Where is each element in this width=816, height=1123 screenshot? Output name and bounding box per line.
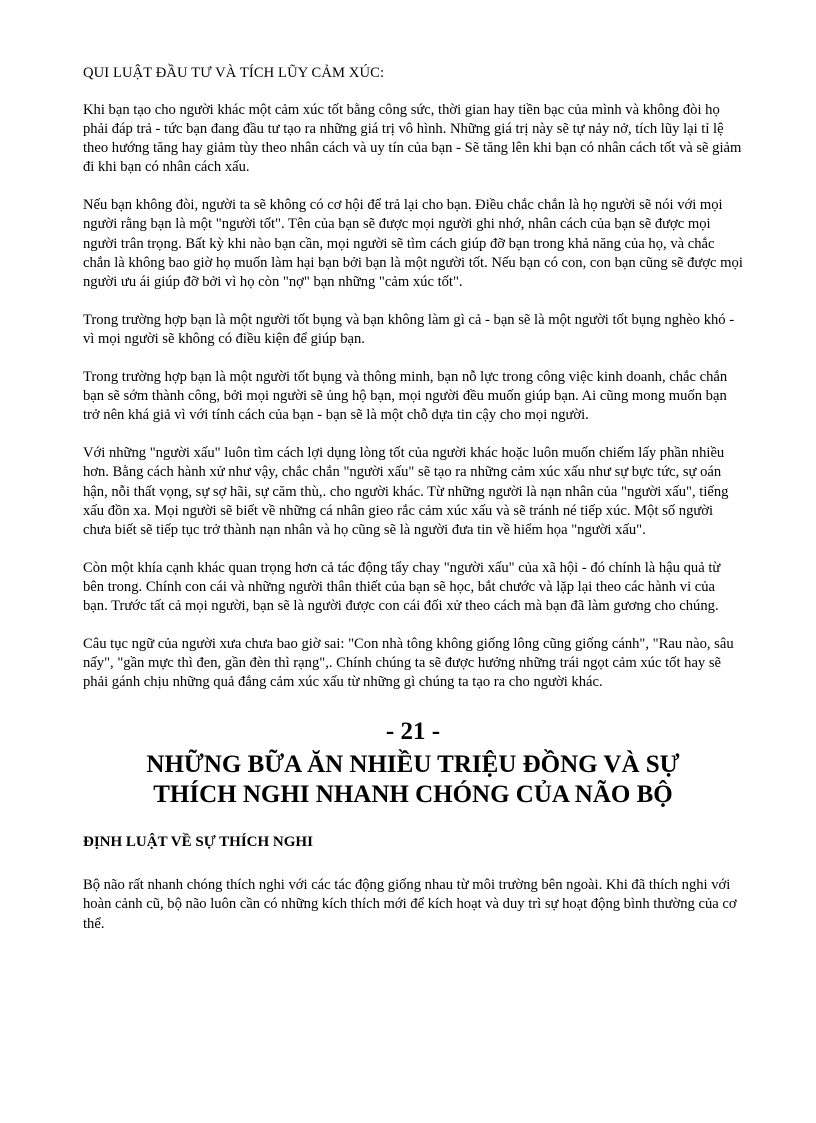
paragraph: Trong trường hợp bạn là một người tốt bụng và bạn không làm gì cả - bạn sẽ là một người tốt bụng nghèo khó - vì mọi người sẽ không có điều kiện để giúp bạn. <box>83 311 735 347</box>
section-title: QUI LUẬT ĐẦU TƯ VÀ TÍCH LŨY CẢM XÚC: <box>83 65 385 81</box>
paragraph: Khi bạn tạo cho người khác một cảm xúc tốt bằng công sức, thời gian hay tiền bạc của mình và không đòi họ phải đáp trả - tức bạn đang đầu tư tạo ra những giá trị vô hình. Những giá trị này sẽ tự nảy nở, tích lũy lại tỉ lệ theo hướng tăng hay giảm tùy theo nhân cách và uy tín của bạn - Sẽ tăng lên khi bạn có nhân cách tốt và sẽ giảm đi khi bạn có nhân cách xấu. <box>83 102 742 176</box>
chapter-title: NHỮNG BỮA ĂN NHIỀU TRIỆU ĐỒNG VÀ SỰ THÍCH NGHI NHANH CHÓNG CỦA NÃO BỘ <box>146 751 680 808</box>
paragraph: Với những "người xấu" luôn tìm cách lợi dụng lòng tốt của người khác hoặc luôn muốn chiếm lấy phần nhiều hơn. Bằng cách hành xử như vậy, chắc chắn "người xấu" sẽ tạo ra những cảm xúc xấu như sự bực tức, sự oán hận, nỗi thất vọng, sự sợ hãi, sự căm thù,. cho người khác. Từ những người là nạn nhân của "người xấu", tiếng xấu đồn xa. Mọi người sẽ biết về những cá nhân gieo rắc cảm xúc xấu và sẽ tránh né tiếp xúc. Một số người chưa biết sẽ tiếp tục trở thành nạn nhân và họ cũng sẽ là người đưa tin về hiểm họa "người xấu". <box>83 445 729 538</box>
chapter-number: - 21 - <box>385 718 441 746</box>
paragraph: Bộ não rất nhanh chóng thích nghi với các tác động giống nhau từ môi trường bên ngoài. Khi đã thích nghi với hoàn cảnh cũ, bộ não luôn cần có những kích thích mới để kích hoạt và duy trì sự hoạt động bình thường của cơ thể. <box>83 877 737 932</box>
paragraph: Nếu bạn không đòi, người ta sẽ không có cơ hội để trả lại cho bạn. Điều chắc chắn là họ người sẽ nói với mọi người rằng bạn là một "người tốt". Tên của bạn sẽ được mọi người ghi nhớ, nhân cách của bạn sẽ được mọi người trân trọng. Bất kỳ khi nào bạn cần, mọi người sẽ tìm cách giúp đỡ bạn trong khả năng của họ, và chắc chắn là không bao giờ họ muốn làm hại bạn bởi bạn là một người tốt. Nếu bạn có con, con bạn cũng sẽ được mọi người ưu ái giúp đỡ bởi vì họ còn "nợ" bạn những "cảm xúc tốt". <box>83 197 743 290</box>
paragraph: Trong trường hợp bạn là một người tốt bụng và thông minh, bạn nỗ lực trong công việc kinh doanh, chắc chắn bạn sẽ sớm thành công, bởi mọi người sẽ ủng hộ bạn, mọi người đều muốn giúp bạn. Ai cũng mong muốn bạn trở nên khá giả vì với tính cách của bạn - bạn sẽ là một chỗ dựa tin cậy cho mọi người. <box>83 369 728 424</box>
law-title: ĐỊNH LUẬT VỀ SỰ THÍCH NGHI <box>83 834 313 851</box>
paragraph: Còn một khía cạnh khác quan trọng hơn cả tác động tẩy chay "người xấu" của xã hội - đó chính là hậu quả từ bên trong. Chính con cái và những người thân thiết của bạn sẽ học, bắt chước và lặp lại theo các hành vi của bạn. Trước tất cả mọi người, bạn sẽ là người được con cái đối xử theo cách mà bạn đã làm gương cho chúng. <box>83 559 721 614</box>
paragraph: Câu tục ngữ của người xưa chưa bao giờ sai: "Con nhà tông không giống lông cũng giống cánh", "Rau nào, sâu nấy", "gần mực thì đen, gần đèn thì rạng",. Chính chúng ta sẽ được hưởng những trái ngọt cảm xúc tốt hay sẽ phải gánh chịu những quả đắng cảm xúc xấu từ những gì chúng ta tạo ra cho người khác. <box>83 636 734 691</box>
document-page <box>83 64 743 953</box>
